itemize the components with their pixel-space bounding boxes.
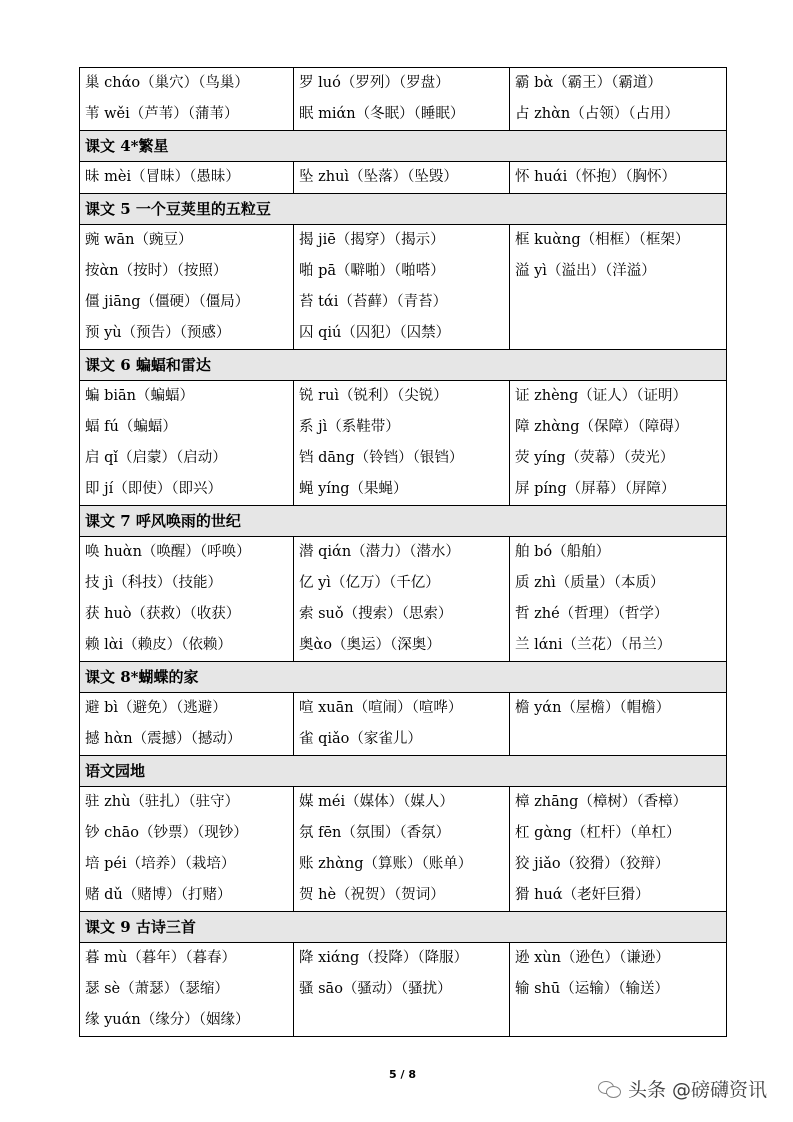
vocab-entry: 证 zhèng（证人）（证明） xyxy=(515,388,688,404)
vocab-entry: 骚 sāo（骚动）（骚扰） xyxy=(299,981,452,997)
vocab-row xyxy=(80,225,727,350)
section-title: 课文 4*繁星 xyxy=(80,131,727,162)
vocab-entry: 铛 dāng（铃铛）（银铛） xyxy=(299,450,464,466)
section-title: 课文 6 蝙蝠和雷达 xyxy=(80,350,727,381)
vocab-entry: 霸 bὰ（霸王）（霸道） xyxy=(515,75,662,91)
wechat-icon xyxy=(598,1081,622,1097)
vocab-entry: 苔 tάi（苔藓）（青苔） xyxy=(299,294,448,310)
vocab-entry: 赖 lὰi（赖皮）（依赖） xyxy=(85,637,232,653)
section-title: 课文 8*蝴蝶的家 xyxy=(80,662,727,693)
vocab-entry: 氛 fēn（氛围）（香氛） xyxy=(299,825,451,841)
vocab-entry: 豌 wān（豌豆） xyxy=(85,232,193,248)
section-header-row xyxy=(80,756,727,787)
vocab-entry: 缘 yuάn（缘分）（姻缘） xyxy=(85,1012,250,1028)
vocab-entry: 按ὰn（按时）（按照） xyxy=(85,263,228,279)
vocab-entry: 避 bì（避免）（逃避） xyxy=(85,700,227,716)
vocab-entry: 障 zhὰng（保障）（障碍） xyxy=(515,419,689,435)
vocabulary-sheet xyxy=(79,67,726,1037)
vocab-entry: 暮 mù（暮年）（暮春） xyxy=(85,950,236,966)
vocab-cell xyxy=(510,787,727,912)
vocab-entry: 占 zhὰn（占领）（占用） xyxy=(515,106,679,122)
section-header-row xyxy=(80,912,727,943)
watermark-text: 头条 @磅礴资讯 xyxy=(628,1079,768,1101)
vocab-entry: 舶 bó（船舶） xyxy=(515,544,611,560)
vocab-entry: 眠 miάn（冬眠）（睡眠） xyxy=(299,106,465,122)
vocab-cell xyxy=(510,537,727,662)
vocab-entry: 蝇 yíng（果蝇） xyxy=(299,481,408,497)
vocab-entry: 囚 qiú（囚犯）（囚禁） xyxy=(299,325,451,341)
vocab-entry: 技 jì（科技）（技能） xyxy=(85,575,222,591)
vocab-cell xyxy=(294,225,510,350)
vocab-entry: 荧 yíng（荧幕）（荧光） xyxy=(515,450,675,466)
vocab-cell xyxy=(80,693,294,756)
vocab-cell xyxy=(294,943,510,1037)
vocab-entry: 坠 zhuì（坠落）（坠毁） xyxy=(299,169,458,185)
section-title: 语文园地 xyxy=(80,756,727,787)
vocab-cell xyxy=(80,537,294,662)
vocab-entry: 获 huò（获救）（收获） xyxy=(85,606,241,622)
vocab-entry: 巢 chάo（巢穴）（鸟巢） xyxy=(85,75,249,91)
vocab-cell xyxy=(80,162,294,194)
vocab-row xyxy=(80,693,727,756)
vocab-entry: 框 kuὰng（相框）（框架） xyxy=(515,232,690,248)
vocabulary-table xyxy=(79,67,727,1037)
vocab-entry: 罗 luó（罗列）（罗盘） xyxy=(299,75,450,91)
vocab-entry: 质 zhì（质量）（本质） xyxy=(515,575,665,591)
vocab-cell xyxy=(80,943,294,1037)
vocab-cell xyxy=(80,225,294,350)
vocab-entry: 预 yù（预告）（预感） xyxy=(85,325,231,341)
vocab-row xyxy=(80,787,727,912)
vocab-cell xyxy=(294,693,510,756)
vocab-entry: 启 qǐ（启蒙）（启动） xyxy=(85,450,227,466)
vocab-cell xyxy=(510,693,727,756)
section-header-row xyxy=(80,662,727,693)
vocab-entry: 赌 dǔ（赌博）（打赌） xyxy=(85,887,232,903)
section-header-row xyxy=(80,350,727,381)
vocab-entry: 昧 mèi（冒昧）（愚昧） xyxy=(85,169,240,185)
vocab-entry: 喧 xuān（喧闹）（喧哗） xyxy=(299,700,463,716)
vocab-cell xyxy=(294,381,510,506)
section-header-row xyxy=(80,506,727,537)
vocab-entry: 蝙 biān（蝙蝠） xyxy=(85,388,195,404)
vocab-cell xyxy=(294,537,510,662)
vocab-entry: 潜 qiάn（潜力）（潜水） xyxy=(299,544,460,560)
vocab-entry: 贺 hè（祝贺）（贺词） xyxy=(299,887,445,903)
vocab-entry: 撼 hὰn（震撼）（撼动） xyxy=(85,731,242,747)
vocab-entry: 系 jì（系鞋带） xyxy=(299,419,400,435)
section-title: 课文 9 古诗三首 xyxy=(80,912,727,943)
vocab-entry: 媒 méi（媒体）（媒人） xyxy=(299,794,454,810)
vocab-entry: 哲 zhé（哲理）（哲学） xyxy=(515,606,669,622)
vocab-entry: 揭 jiē（揭穿）（揭示） xyxy=(299,232,445,248)
vocab-entry: 怀 huάi（怀抱）（胸怀） xyxy=(515,169,676,185)
section-header-row xyxy=(80,194,727,225)
vocab-entry: 输 shū（运输）（输送） xyxy=(515,981,669,997)
vocab-entry: 驻 zhù（驻扎）（驻守） xyxy=(85,794,240,810)
vocab-entry: 杠 gὰng（杠杆）（单杠） xyxy=(515,825,681,841)
section-title: 课文 7 呼风唤雨的世纪 xyxy=(80,506,727,537)
vocab-row xyxy=(80,381,727,506)
vocab-cell xyxy=(294,162,510,194)
vocab-cell xyxy=(80,381,294,506)
vocab-entry: 逊 xùn（逊色）（谦逊） xyxy=(515,950,670,966)
vocab-cell xyxy=(80,68,294,131)
vocab-entry: 降 xiάng（投降）（降服） xyxy=(299,950,469,966)
vocab-entry: 僵 jiāng（僵硬）（僵局） xyxy=(85,294,250,310)
vocab-row xyxy=(80,68,727,131)
vocab-entry: 唤 huὰn（唤醒）（呼唤） xyxy=(85,544,251,560)
vocab-cell xyxy=(510,68,727,131)
vocab-row xyxy=(80,537,727,662)
vocab-entry: 奥ὰo（奥运）（深奥） xyxy=(299,637,441,653)
page-number: 5 / 8 xyxy=(389,1068,416,1081)
vocab-entry: 兰 lάni（兰花）（吊兰） xyxy=(515,637,672,653)
vocab-cell xyxy=(510,162,727,194)
vocab-entry: 雀 qiǎo（家雀儿） xyxy=(299,731,422,747)
vocab-entry: 屏 píng（屏幕）（屏障） xyxy=(515,481,676,497)
vocab-cell xyxy=(510,225,727,350)
section-header-row xyxy=(80,131,727,162)
vocab-entry: 培 péi（培养）（栽培） xyxy=(85,856,236,872)
vocab-cell xyxy=(80,787,294,912)
vocab-entry: 账 zhὰng（算账）（账单） xyxy=(299,856,473,872)
vocab-entry: 猾 huά（老奸巨猾） xyxy=(515,887,650,903)
vocab-row xyxy=(80,943,727,1037)
vocab-cell xyxy=(294,787,510,912)
vocab-cell xyxy=(294,68,510,131)
vocab-cell xyxy=(510,381,727,506)
vocab-cell xyxy=(510,943,727,1037)
section-title: 课文 5 一个豆荚里的五粒豆 xyxy=(80,194,727,225)
vocab-entry: 即 jí（即使）（即兴） xyxy=(85,481,222,497)
vocab-entry: 檐 yάn（屋檐）（帽檐） xyxy=(515,700,671,716)
vocab-entry: 索 suǒ（搜索）（思索） xyxy=(299,606,453,622)
vocab-entry: 狡 jiǎo（狡猾）（狡辩） xyxy=(515,856,670,872)
vocab-entry: 锐 ruì（锐利）（尖锐） xyxy=(299,388,448,404)
vocab-entry: 溢 yì（溢出）（洋溢） xyxy=(515,263,656,279)
vocab-entry: 啪 pā（噼啪）（啪嗒） xyxy=(299,263,445,279)
vocab-entry: 钞 chāo（钞票）（现钞） xyxy=(85,825,248,841)
vocab-entry: 蝠 fú（蝙蝠） xyxy=(85,419,177,435)
vocab-entry: 苇 wěi（芦苇）（蒲苇） xyxy=(85,106,239,122)
vocab-entry: 瑟 sè（萧瑟）（瑟缩） xyxy=(85,981,229,997)
watermark xyxy=(598,1075,767,1102)
vocab-row xyxy=(80,162,727,194)
vocab-entry: 亿 yì（亿万）（千亿） xyxy=(299,575,440,591)
vocab-entry: 樟 zhāng（樟树）（香樟） xyxy=(515,794,688,810)
